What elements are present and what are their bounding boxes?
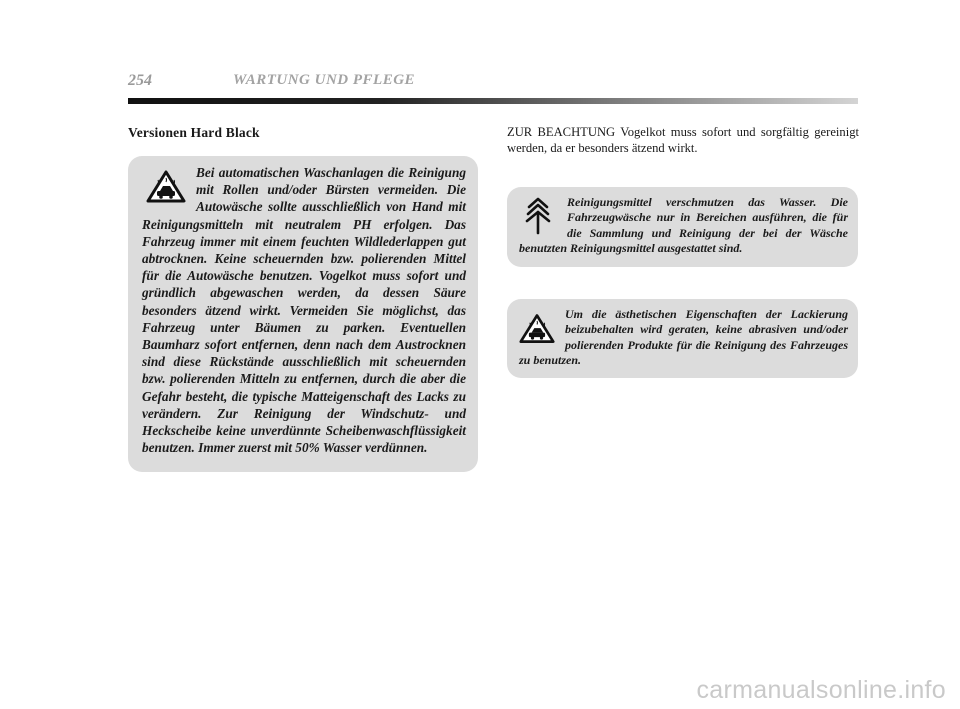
header-divider	[128, 98, 858, 104]
watermark: carmanualsonline.info	[696, 676, 946, 704]
page-number: 254	[128, 72, 152, 89]
section-heading: Versionen Hard Black	[128, 125, 260, 140]
environment-note-text: Reinigungsmittel verschmutzen das Wasser. Die Fahrzeugwäsche nur in Bereichen ausführen, die für die Sammlung und Reinigung der bei der Wäsche benutzten Reinigungsmittel ausgestattet sind.	[519, 195, 848, 256]
paint-care-box	[507, 299, 858, 378]
warning-box-car-wash	[128, 156, 478, 472]
page-title: WARTUNG UND PFLEGE	[233, 72, 416, 88]
environment-note-box	[507, 187, 858, 267]
car-wash-warning-icon	[146, 170, 186, 204]
environment-tree-icon	[519, 195, 557, 235]
car-wash-warning-icon	[519, 313, 555, 345]
note-text: ZUR BEACHTUNG Vogelkot muss sofort und sorgfältig gereinigt werden, da er besonders ätzend wirkt.	[507, 125, 859, 155]
paint-care-text: Um die ästhetischen Eigenschaften der Lackierung beizubehalten wird geraten, keine abrasiven und/oder polierenden Produkte für die Reinigung des Fahrzeuges zu benutzen.	[519, 307, 848, 368]
warning-text: Bei automatischen Waschanlagen die Reinigung mit Rollen und/oder Bürsten vermeiden. Die Autowäsche sollte ausschließlich von Hand mit Reinigungsmitteln mit neutralem PH erfolgen. Das Fahrzeug immer mit einem feuchten Wildlederlappen gut abtrocknen. Keine scheuernden bzw. polierenden Mittel für die Autowäsche benutzen. Vogelkot muss sofort und gründlich abgewaschen werden, da dessen Säure besonders ätzend wirkt. Vermeiden Sie möglichst, das Fahrzeug unter Bäumen zu parken. Eventuellen Baumharz sofort entfernen, denn nach dem Austrocknen sind diese Rückstände ausschließlich mit scheuernden bzw. polierenden Mitteln zu entfernen, durch die aber die Gefahr besteht, die typische Matteigenschaft des Lacks zu verändern. Zur Reinigung der Windschutz- und Heckscheibe keine unverdünnte Scheibenwaschflüssigkeit benutzen. Immer zuerst mit 50% Wasser verdünnen.	[142, 165, 466, 456]
